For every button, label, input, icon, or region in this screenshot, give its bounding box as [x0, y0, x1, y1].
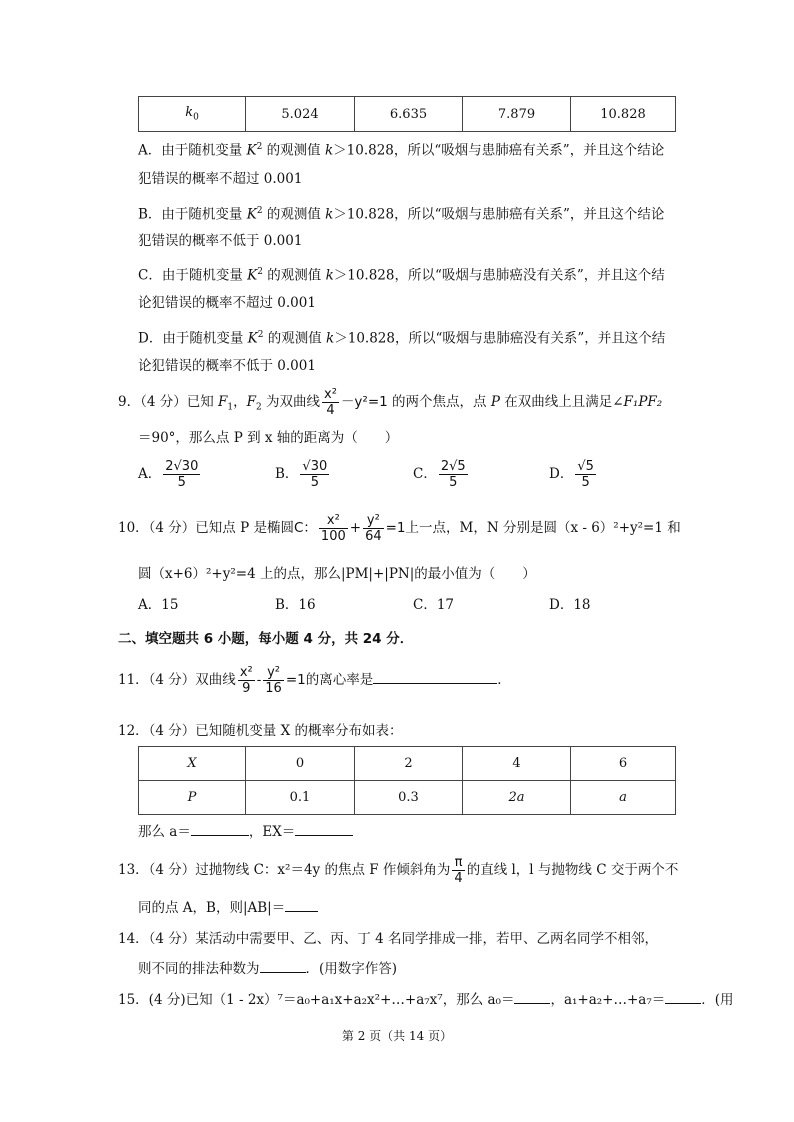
table-cell: 7.879 [463, 97, 571, 132]
q13-answer-blank[interactable] [285, 897, 318, 912]
q11-answer-blank[interactable] [373, 669, 497, 684]
q15-a0-blank[interactable] [514, 989, 550, 1004]
q13-stem-line2: 同的点 A，B，则|AB|＝ [138, 897, 318, 918]
probability-table [138, 746, 676, 815]
table-header-k0: $k_0$ [139, 97, 246, 132]
table-cell: 4 [463, 747, 571, 781]
q12-a-blank[interactable] [191, 821, 249, 836]
table-cell: 0 [246, 747, 355, 781]
q8-option-d: D．由于随机变量 $K^2$ 的观测值 k＞10.828，所以“吸烟与患肺癌没有关系”，并且这个结 [138, 330, 666, 347]
table-cell: 0.1 [246, 781, 355, 815]
page-footer: 第 2 页（共 14 页） [341, 1029, 453, 1043]
q15-stem: 15．(4 分)已知（1 - 2x）⁷＝a₀+a₁x+a₂x²+…+a₇x⁷，那么 a₀＝ ，a₁+a₂+…+a₇＝ ．(用 [118, 989, 734, 1010]
q12-ex-blank[interactable] [295, 821, 353, 836]
q8-option-c: C．由于随机变量 $K^2$ 的观测值 k＞10.828，所以“吸烟与患肺癌没有关系”，并且这个结 [138, 267, 665, 284]
q10-stem: 10．（4 分）已知点 P 是椭圆C： $\frac{\text{x²}}{100}$ + $\frac{\text{y²}}{64}$ =1上一点，M，N 分别是圆（x - 6）²+y²=1 和 [118, 513, 681, 544]
q8-option-a-line2: 犯错误的概率不超过 0.001 [138, 171, 303, 187]
q14-stem-line2: 则不同的排法种数为 ．(用数字作答) [138, 958, 397, 979]
section-2-heading: 二、填空题共 6 小题，每小题 4 分，共 24 分． [118, 631, 414, 647]
q10-option-a: A．15 [138, 597, 179, 613]
table-cell: 2 [355, 747, 463, 781]
table-cell: 2a [463, 781, 571, 815]
q14-answer-blank[interactable] [260, 958, 306, 973]
table-cell: 5.024 [246, 97, 355, 132]
q8-option-b: B．由于随机变量 $K^2$ 的观测值 k＞10.828，所以“吸烟与患肺癌有关系”，并且这个结论 [138, 206, 665, 223]
critical-value-table [138, 96, 676, 132]
q12-answers: 那么 a＝ ，EX＝ [138, 821, 353, 842]
q15-sum-blank[interactable] [665, 989, 701, 1004]
q9-stem-line2: ＝90°，那么点 P 到 x 轴的距离为（ ） [138, 430, 399, 446]
q11-stem: 11．（4 分）双曲线 $\frac{\text{x²}}{9}$ - $\frac{\text{y²}}{16}$ =1的离心率是 ． [118, 665, 511, 696]
table-cell: 10.828 [571, 97, 676, 132]
q9-fraction: $\frac{\text{x²}}{4}$ [324, 387, 337, 418]
q8-option-d-line2: 论犯错误的概率不低于 0.001 [138, 358, 316, 374]
q8-option-b-line2: 犯错误的概率不低于 0.001 [138, 233, 303, 249]
q10-option-b: B．16 [275, 597, 316, 613]
q13-stem: 13．（4 分）过抛物线 C：x²＝4y 的焦点 F 作倾斜角为 $\frac{\pi}{4}$ 的直线 l，l 与抛物线 C 交于两个不 [118, 855, 679, 886]
table-cell: P [139, 781, 246, 815]
table-cell: X [139, 747, 246, 781]
q9-option-c: C． $\frac{2√5}{5}$ [413, 459, 466, 490]
table-cell: 6.635 [355, 97, 463, 132]
q10-stem-line2: 圆（x+6）²+y²=4 上的点，那么|PM|+|PN|的最小值为（ ） [138, 566, 536, 582]
q8-option-c-line2: 论犯错误的概率不超过 0.001 [138, 295, 316, 311]
q10-option-c: C．17 [413, 597, 455, 613]
table-cell: 0.3 [355, 781, 463, 815]
q9-option-b: B． $\frac{√30}{5}$ [275, 459, 328, 490]
table-cell: a [571, 781, 676, 815]
q8-option-a: A．由于随机变量 $K^2$ 的观测值 k＞10.828，所以“吸烟与患肺癌有关系”，并且这个结论 [138, 142, 665, 159]
q9-option-d: D． $\frac{√5}{5}$ [549, 459, 594, 490]
q12-stem: 12．（4 分）已知随机变量 X 的概率分布如表： [118, 723, 403, 739]
q9-stem: 9．（4 分）已知 $F_1$，$F_2$ 为双曲线 $\frac{\text{x²}}{4}$ －y²=1 的两个焦点，点 P 在双曲线上且满足∠F₁PF₂ [118, 387, 663, 418]
q14-stem: 14．（4 分）某活动中需要甲、乙、丙、丁 4 名同学排成一排，若甲、乙两名同学不相邻， [118, 931, 658, 947]
table-cell: 6 [571, 747, 676, 781]
q9-option-a: A． $\frac{2√30}{5}$ [138, 459, 199, 490]
q10-option-d: D．18 [549, 597, 591, 613]
